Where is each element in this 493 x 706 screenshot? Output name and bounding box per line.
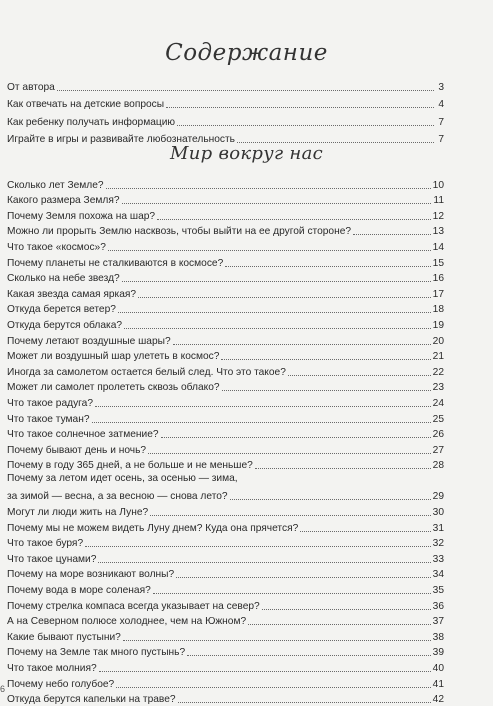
- dot-leader: [124, 327, 431, 329]
- toc-entry-page: 35: [432, 585, 444, 597]
- toc-entry-title: Почему Земля похожа на шар?: [7, 210, 156, 222]
- toc-entry-title: Почему бывают день и ночь?: [7, 444, 147, 456]
- dot-leader: [300, 530, 430, 532]
- toc-entry-page: 7: [438, 116, 444, 128]
- toc-entry-title: Откуда берутся капельки на траве?: [7, 694, 176, 706]
- dot-leader: [99, 670, 431, 672]
- toc-entry: [7, 472, 444, 488]
- toc-entry: [7, 223, 444, 239]
- toc-entry: [7, 566, 444, 582]
- dot-leader: [288, 374, 431, 376]
- dot-leader: [95, 405, 431, 407]
- toc-entry: [7, 363, 444, 379]
- toc-entry-page: 19: [432, 319, 444, 331]
- dot-leader: [225, 265, 430, 267]
- toc-entry-page: 24: [432, 397, 444, 409]
- toc-entry-title: Почему мы не можем видеть Луну днем? Куда она прячется?: [7, 522, 299, 534]
- toc-entry-page: 13: [432, 226, 444, 238]
- dot-leader: [98, 561, 430, 563]
- toc-entry: [7, 628, 444, 644]
- toc-entry-page: 23: [432, 382, 444, 394]
- toc-entry-title: Как отвечать на детские вопросы: [7, 99, 165, 110]
- dot-leader: [230, 498, 431, 500]
- toc-entry-page: 30: [432, 507, 444, 519]
- dot-leader: [222, 389, 431, 391]
- toc-entry: [7, 207, 444, 223]
- toc-entry: [7, 394, 444, 410]
- dot-leader: [161, 436, 431, 438]
- toc-entry: [7, 176, 444, 192]
- dot-leader: [138, 296, 431, 298]
- toc-entry-page: 22: [432, 366, 444, 378]
- toc-entry-title: Почему в году 365 дней, а не больше и не меньше?: [7, 460, 253, 472]
- toc-entry: [7, 285, 444, 301]
- toc-entry-title: Что такое радуга?: [7, 397, 93, 409]
- toc-entry-title: Можно ли прорыть Землю насквозь, чтобы выйти на ее другой стороне?: [7, 226, 352, 238]
- toc-entry: [7, 613, 444, 629]
- toc-entry-page: 3: [438, 81, 444, 93]
- toc-entry-page: 40: [432, 663, 444, 674]
- dot-leader: [85, 545, 431, 547]
- toc-entry: [7, 644, 444, 660]
- dot-leader: [118, 311, 431, 313]
- dot-leader: [166, 106, 434, 108]
- dot-leader: [262, 608, 431, 610]
- dot-leader: [123, 639, 431, 641]
- toc-entry: [7, 270, 444, 286]
- toc-entry-page: 38: [432, 631, 444, 643]
- toc-entry-page: 31: [432, 522, 444, 534]
- toc-entry-page: 21: [432, 351, 444, 363]
- toc-entry: [7, 488, 444, 504]
- toc-entry-title: Сколько лет Земле?: [7, 179, 104, 191]
- toc-entry-title: Что такое «космос»?: [7, 241, 106, 253]
- toc-entry-title: Почему на море возникают волны?: [7, 569, 175, 581]
- toc-entry-page: 33: [432, 553, 444, 565]
- dot-leader: [353, 233, 431, 235]
- toc-entry-title: Откуда берется ветер?: [7, 304, 116, 316]
- dot-leader: [122, 280, 431, 282]
- toc-entry: [7, 111, 444, 129]
- toc-entry: [7, 535, 444, 551]
- toc-entry: [7, 503, 444, 519]
- toc-entry-title: Какая звезда самая яркая?: [7, 288, 137, 300]
- toc-entry: [7, 691, 444, 706]
- dot-leader: [248, 623, 431, 625]
- toc-entry: [7, 675, 444, 691]
- toc-entry-title: Почему за летом идет осень, за осенью — зима,: [7, 473, 238, 485]
- toc-entry-title: Почему летают воздушные шары?: [7, 335, 171, 347]
- dot-leader: [150, 514, 431, 516]
- toc-entry-page: 34: [432, 569, 444, 581]
- toc-entry: [7, 332, 444, 348]
- contents-title: Содержание: [165, 40, 328, 66]
- toc-entry-title: Может ли самолет пролететь сквозь облако?: [7, 382, 220, 394]
- toc-entry: [7, 597, 444, 613]
- toc-entry: [7, 519, 444, 535]
- toc-entry-title: Сколько на небе звезд?: [7, 273, 120, 285]
- toc-entry-page: 18: [432, 304, 444, 316]
- dot-leader: [177, 124, 434, 126]
- toc-entry-page: 36: [432, 600, 444, 612]
- toc-entry: [7, 238, 444, 254]
- section-title: Мир вокруг нас: [170, 143, 323, 164]
- dot-leader: [106, 187, 431, 189]
- intro-toc: [7, 76, 444, 146]
- toc-entry: [7, 316, 444, 332]
- toc-entry: [7, 76, 444, 94]
- toc-entry: [7, 348, 444, 364]
- dot-leader: [122, 202, 432, 204]
- toc-entry-title: Играйте в игры и развивайте любознательность: [7, 134, 235, 145]
- toc-entry: [7, 550, 444, 566]
- dot-leader: [92, 421, 431, 423]
- toc-entry: [7, 94, 444, 112]
- toc-entry-page: 41: [432, 678, 444, 690]
- toc-entry: [7, 457, 444, 473]
- toc-entry-page: 27: [432, 444, 444, 456]
- toc-entry: [7, 581, 444, 597]
- toc-entry-title: Почему планеты не сталкиваются в космосе?: [7, 257, 224, 269]
- dot-leader: [108, 249, 431, 251]
- dot-leader: [178, 701, 431, 703]
- dot-leader: [221, 358, 430, 360]
- toc-entry-page: 20: [432, 335, 444, 347]
- dot-leader: [116, 686, 430, 688]
- toc-entry-page: 26: [432, 429, 444, 441]
- toc-entry: [7, 254, 444, 270]
- toc-entry-title: Какого размера Земля?: [7, 195, 120, 207]
- toc-entry-title: Почему небо голубое?: [7, 678, 115, 690]
- toc-entry-title: Почему на Земле так много пустынь?: [7, 647, 186, 659]
- toc-entry-page: 39: [432, 647, 444, 659]
- toc-entry-page: 32: [432, 538, 444, 550]
- dot-leader: [255, 467, 431, 469]
- dot-leader: [153, 592, 431, 594]
- dot-leader: [148, 452, 431, 454]
- toc-entry: [7, 441, 444, 457]
- toc-entry-page: 7: [438, 134, 444, 145]
- toc-entry-page: 28: [432, 460, 444, 472]
- toc-entry-title: Откуда берутся облака?: [7, 319, 123, 331]
- toc-entry-title: Иногда за самолетом остается белый след. Что это такое?: [7, 366, 286, 378]
- section-toc: [7, 176, 444, 706]
- toc-entry-page: 37: [432, 616, 444, 628]
- toc-entry-title: А на Северном полюсе холоднее, чем на Южном?: [7, 616, 247, 628]
- toc-entry: [7, 301, 444, 317]
- toc-entry-title: Могут ли люди жить на Луне?: [7, 507, 149, 519]
- toc-entry: [7, 410, 444, 426]
- dot-leader: [57, 89, 434, 91]
- toc-entry: [7, 192, 444, 208]
- toc-entry: [7, 426, 444, 442]
- toc-entry-title: Что такое цунами?: [7, 553, 97, 565]
- toc-entry-title: Что такое молния?: [7, 663, 97, 674]
- toc-entry-page: 15: [432, 257, 444, 269]
- toc-entry-page: 16: [432, 273, 444, 285]
- dot-leader: [157, 218, 431, 220]
- toc-entry: [7, 379, 444, 395]
- toc-entry-title: Что такое туман?: [7, 413, 90, 425]
- toc-entry-page: 10: [432, 179, 444, 191]
- toc-entry-page: 12: [432, 210, 444, 222]
- dot-leader: [187, 654, 431, 656]
- toc-entry-page: 17: [432, 288, 444, 300]
- toc-entry-title: Может ли воздушный шар улететь в космос?: [7, 351, 220, 363]
- toc-entry-title: От автора: [7, 81, 55, 93]
- toc-entry-page: 42: [432, 694, 444, 706]
- toc-entry-title: Как ребенку получать информацию: [7, 116, 176, 128]
- toc-entry: [7, 659, 444, 675]
- toc-entry-title: за зимой — весна, а за весною — снова лето?: [7, 491, 228, 503]
- toc-entry-title: Что такое буря?: [7, 538, 84, 550]
- toc-entry-title: Почему вода в море соленая?: [7, 585, 151, 597]
- toc-entry-page: 25: [432, 413, 444, 425]
- toc-entry-title: Какие бывают пустыни?: [7, 631, 121, 643]
- toc-entry-page: 29: [432, 491, 444, 503]
- dot-leader: [173, 343, 431, 345]
- toc-entry-page: 11: [433, 195, 444, 207]
- toc-entry-title: Что такое солнечное затмение?: [7, 429, 159, 441]
- dot-leader: [176, 576, 431, 578]
- page-number: 6: [0, 684, 6, 694]
- toc-entry-page: 14: [432, 241, 444, 253]
- toc-entry-title: Почему стрелка компаса всегда указывает на север?: [7, 600, 260, 612]
- toc-entry-page: 4: [438, 99, 444, 110]
